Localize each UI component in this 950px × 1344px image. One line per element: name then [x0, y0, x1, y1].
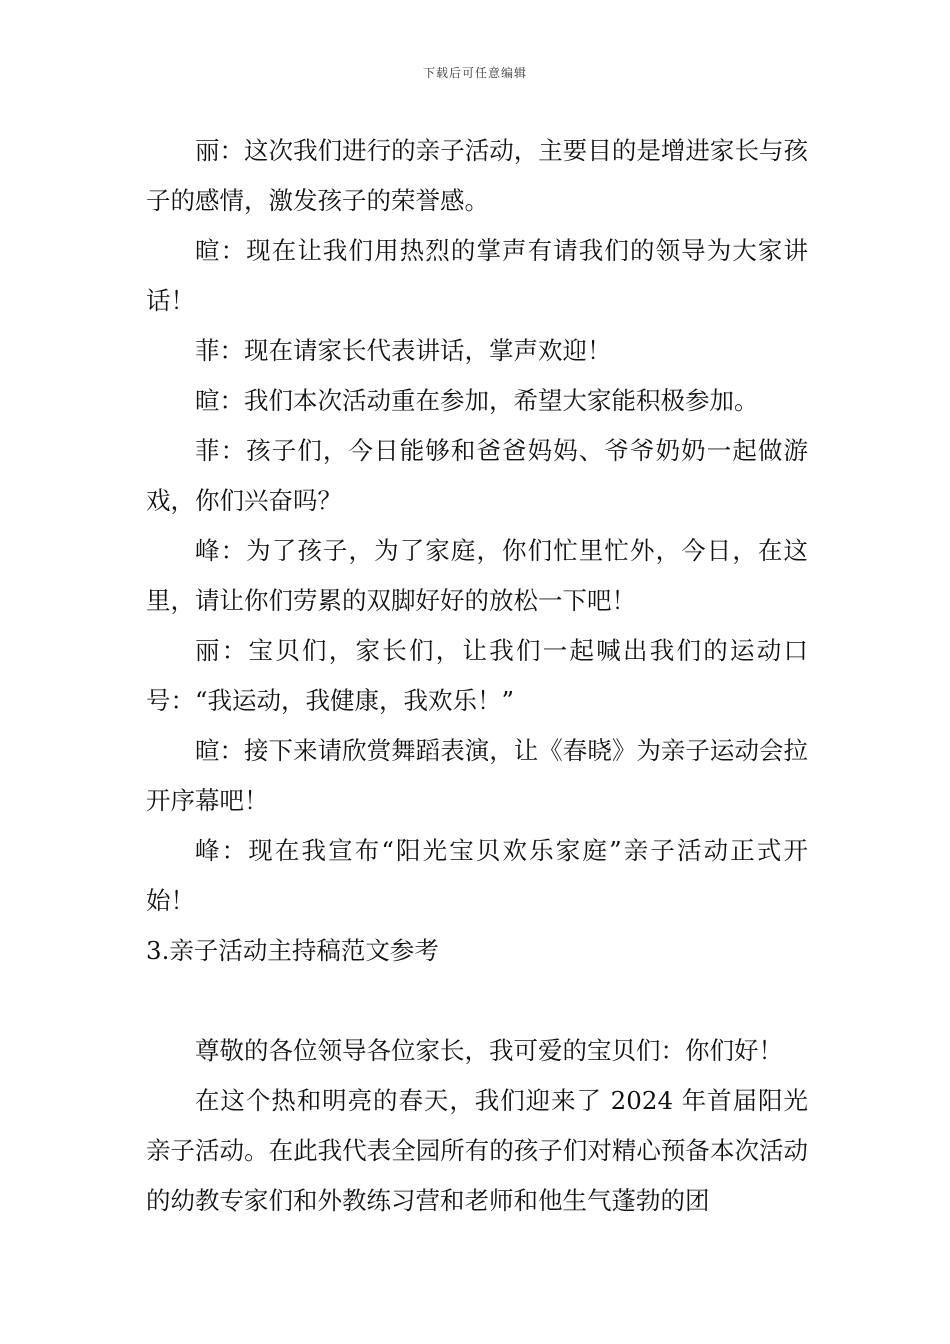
- section-heading: 3.亲子活动主持稿范文参考: [146, 936, 439, 965]
- dialogue-paragraph: 峰：为了孩子，为了家庭，你们忙里忙外，今日，在这里，请让你们劳累的双脚好好的放松一下吧！: [146, 536, 808, 615]
- document-body: [146, 126, 808, 1226]
- speech-paragraph: 在这个热和明亮的春天，我们迎来了 2024 年首届阳光亲子活动。在此我代表全园所有的孩子们对精心预备本次活动的幼教专家们和外教练习营和老师和他生气蓬勃的团: [146, 1086, 808, 1215]
- dialogue-paragraph: 峰：现在我宣布“阳光宝贝欢乐家庭”亲子活动正式开始！: [146, 836, 808, 915]
- dialogue-paragraph: 菲：孩子们，今日能够和爸爸妈妈、爷爷奶奶一起做游戏，你们兴奋吗？: [146, 436, 808, 515]
- dialogue-paragraph: 丽：宝贝们，家长们，让我们一起喊出我们的运动口号：“我运动，我健康，我欢乐！”: [146, 636, 808, 715]
- dialogue-paragraph: 暄：现在让我们用热烈的掌声有请我们的领导为大家讲话！: [146, 236, 808, 315]
- blank-line: [146, 976, 808, 1026]
- dialogue-paragraph: 丽：这次我们进行的亲子活动，主要目的是增进家长与孩子的感情，激发孩子的荣誉感。: [146, 136, 808, 215]
- speech-paragraph: 尊敬的各位领导各位家长，我可爱的宝贝们：你们好！: [195, 1036, 783, 1065]
- dialogue-paragraph: 菲：现在请家长代表讲话，掌声欢迎！: [195, 336, 612, 365]
- page-header: 下载后可任意编辑: [422, 66, 527, 80]
- dialogue-paragraph: 暄：接下来请欣赏舞蹈表演，让《春晓》为亲子运动会拉开序幕吧！: [146, 736, 808, 815]
- dialogue-paragraph: 暄：我们本次活动重在参加，希望大家能积极参加。: [195, 386, 759, 415]
